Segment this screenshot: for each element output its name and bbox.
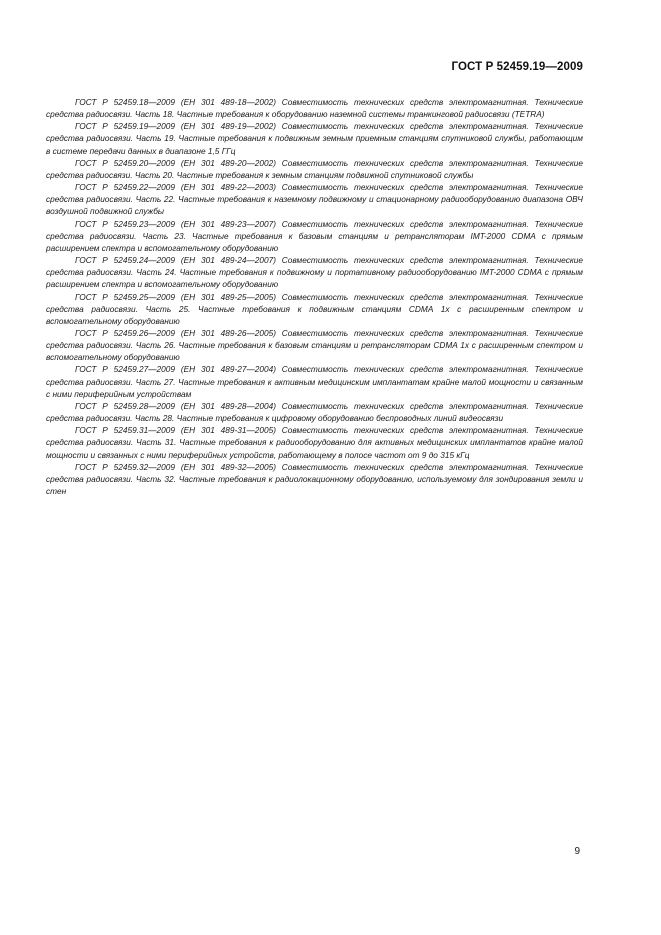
reference-item: ГОСТ Р 52459.18—2009 (ЕН 301 489-18—2002) Совместимость технических средств электромагнитная. Технические средства радиосвязи. Часть 18. Частные требования к оборудованию наземной системы транкинговой радиосвязи (TETRA) [46,97,583,120]
reference-item: ГОСТ Р 52459.28—2009 (ЕН 301 489-28—2004) Совместимость технических средств электромагнитная. Технические средства радиосвязи. Часть 28. Частные требования к цифровому оборудованию беспроводных линий видеосвязи [46,400,583,424]
document-designation: ГОСТ Р 52459.19—2009 [451,61,583,73]
reference-item: ГОСТ Р 52459.24—2009 (ЕН 301 489-24—2007) Совместимость технических средств электромагнитная. Технические средства радиосвязи. Часть 24. Частные требования к подвижному и портативному радиооборудованию IMT-2000 CDMA с прямым расширением спектра и вспомогательному оборудованию [46,255,583,290]
page-number: 9 [574,846,580,857]
reference-item: ГОСТ Р 52459.27—2009 (ЕН 301 489-27—2004) Совместимость технических средств электромагнитная. Технические средства радиосвязи. Часть 27. Частные требования к активным медицинским имплантатам крайне малой мощности и связанным с ними периферийным устройствам [46,364,583,399]
reference-item: ГОСТ Р 52459.25—2009 (ЕН 301 489-25—2005) Совместимость технических средств электромагнитная. Технические средства радиосвязи. Часть 25. Частные требования к подвижным станциям CDMA 1x с расширенным спектром и вспомогательному оборудованию [46,291,583,326]
reference-item: ГОСТ Р 52459.32—2009 (ЕН 301 489-32—2005) Совместимость технических средств электромагнитная. Технические средства радиосвязи. Часть 32. Частные требования к радиолокационному оборудованию, используемому для зондирования земли и стен [46,461,583,496]
reference-item: ГОСТ Р 52459.26—2009 (ЕН 301 489-26—2005) Совместимость технических средств электромагнитная. Технические средства радиосвязи. Часть 26. Частные требования к базовым станциям и ретрансляторам CDMA 1x с расширенным спектром и вспомогательному оборудованию [46,327,583,363]
reference-item: ГОСТ Р 52459.22—2009 (ЕН 301 489-22—2003) Совместимость технических средств электромагнитная. Технические средства радиосвязи. Часть 22. Частные требования к наземному подвижному и стационарному радиооборудованию диапазона ОВЧ воздушной подвижной службы [46,182,583,217]
reference-item: ГОСТ Р 52459.20—2009 (ЕН 301 489-20—2002) Совместимость технических средств электромагнитная. Технические средства радиосвязи. Часть 20. Частные требования к земным станциям подвижной спутниковой службы [46,157,583,180]
normative-references-list [46,96,583,497]
reference-item: ГОСТ Р 52459.31—2009 (ЕН 301 489-31—2005) Совместимость технических средств электромагнитная. Технические средства радиосвязи. Часть 31. Частные требования к радиооборудованию для активных медицинских имплантатов крайне малой мощности и связанных с ними периферийных устройств, работающему в полосе частот от 9 до 315 кГц [46,425,583,460]
reference-item: ГОСТ Р 52459.19—2009 (ЕН 301 489-19—2002) Совместимость технических средств электромагнитная. Технические средства радиосвязи. Часть 19. Частные требования к подвижным земным приемным станциям спутниковой службы, работающим в системе передачи данных в диапазоне 1,5 ГГц [46,121,583,156]
reference-item: ГОСТ Р 52459.23—2009 (ЕН 301 489-23—2007) Совместимость технических средств электромагнитная. Технические средства радиосвязи. Часть 23. Частные требования к базовым станциям и ретрансляторам IMT-2000 CDMA с прямым расширением спектра и вспомогательному оборудованию [46,218,583,253]
